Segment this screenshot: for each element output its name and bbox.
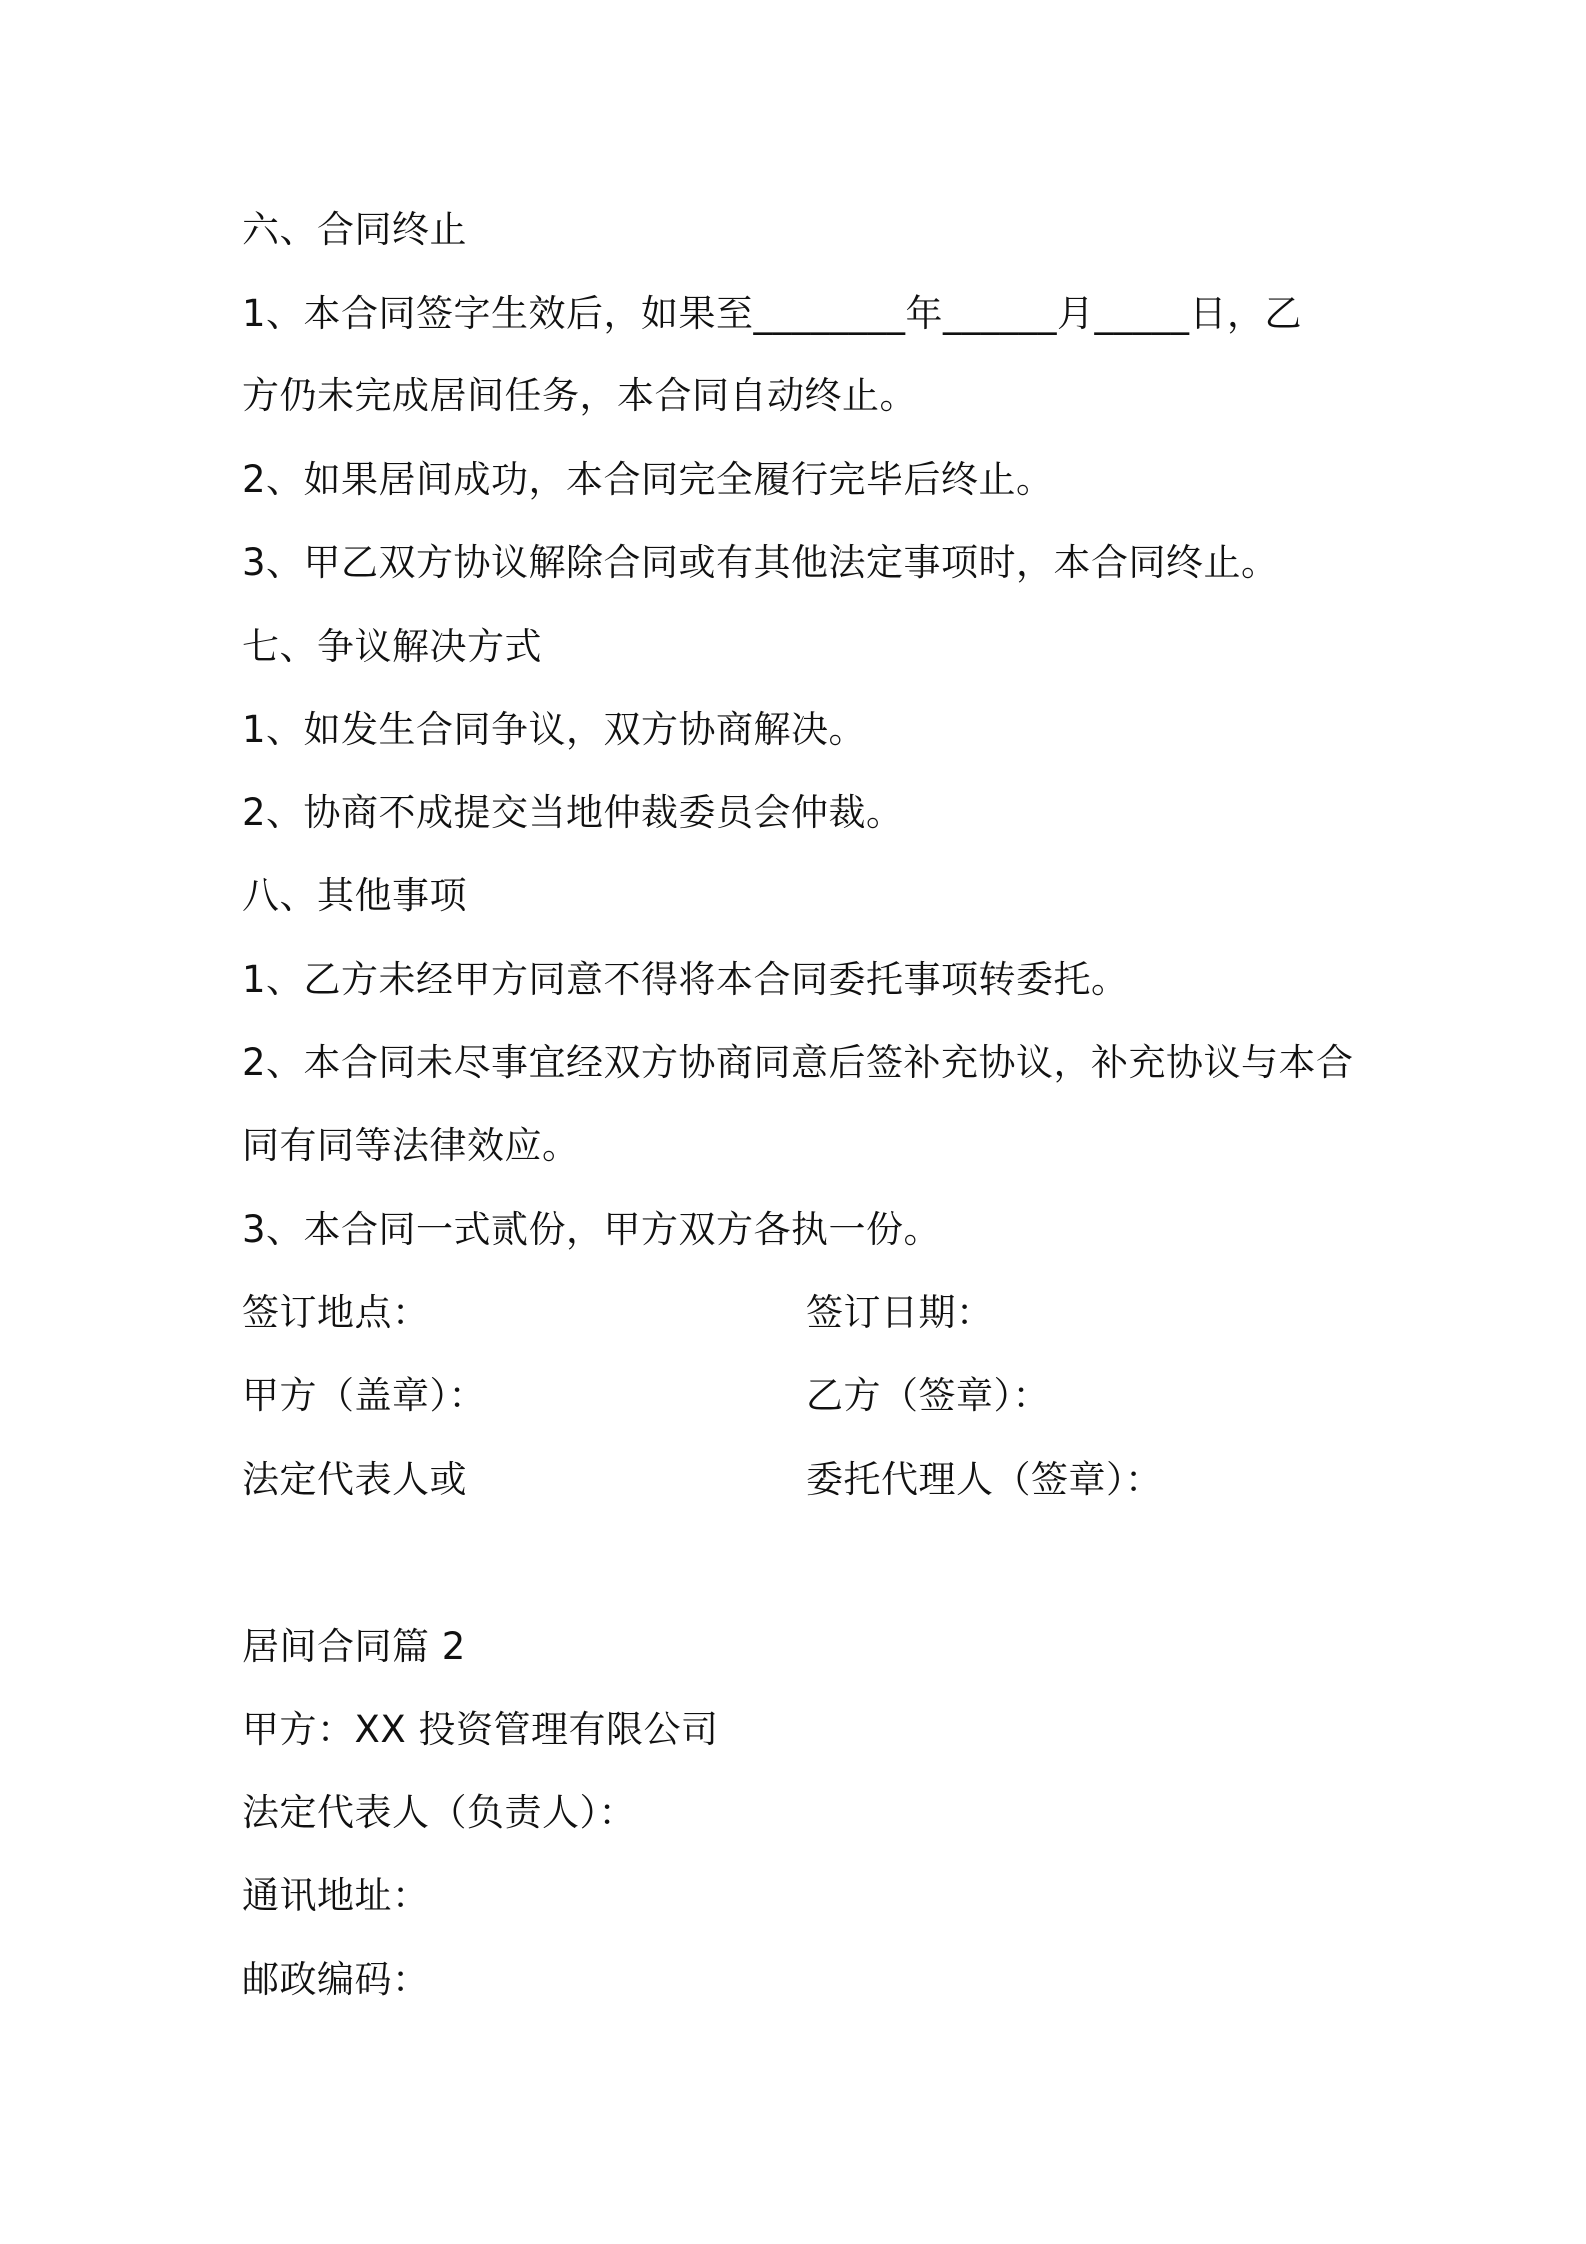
legal-representative-label: 法定代表人或 [242,1458,467,1501]
section-7-item-2: 2、协商不成提交当地仲裁委员会仲裁。 [242,791,904,834]
section-8-item-1: 1、乙方未经甲方同意不得将本合同委托事项转委托。 [242,958,1129,1001]
contract-2-legal-representative: 法定代表人（负责人）： [242,1791,636,1834]
authorized-agent-label: 委托代理人（签章）： [806,1458,1163,1501]
party-b-seal-label: 乙方（签章）： [806,1374,1050,1417]
section-7-item-1: 1、如发生合同争议，双方协商解决。 [242,708,867,751]
section-6-item-1-line-2: 方仍未完成居间任务，本合同自动终止。 [242,374,917,417]
section-8-heading: 八、其他事项 [242,874,467,917]
section-8-item-2-line-2: 同有同等法律效应。 [242,1124,580,1167]
section-7-heading: 七、争议解决方式 [242,625,542,668]
contract-2-title: 居间合同篇 2 [242,1625,466,1668]
section-6-item-3: 3、甲乙双方协议解除合同或有其他法定事项时，本合同终止。 [242,541,1279,584]
contract-2-postal-code-label: 邮政编码： [242,1958,430,2001]
contract-2-party-a: 甲方：XX 投资管理有限公司 [242,1708,719,1751]
signing-date-label: 签订日期： [806,1291,994,1334]
section-6-item-2: 2、如果居间成功，本合同完全履行完毕后终止。 [242,458,1054,501]
signing-place-label: 签订地点： [242,1291,430,1334]
section-8-item-2-line-1: 2、本合同未尽事宜经双方协商同意后签补充协议，补充协议与本合 [242,1041,1354,1084]
section-6-heading: 六、合同终止 [242,208,467,251]
section-8-item-3: 3、本合同一式贰份，甲方双方各执一份。 [242,1208,942,1251]
party-a-seal-label: 甲方（盖章）： [242,1374,486,1417]
section-6-item-1-line-1: 1、本合同签字生效后，如果至________年______月_____日，乙 [242,292,1303,335]
contract-2-address-label: 通讯地址： [242,1874,430,1917]
